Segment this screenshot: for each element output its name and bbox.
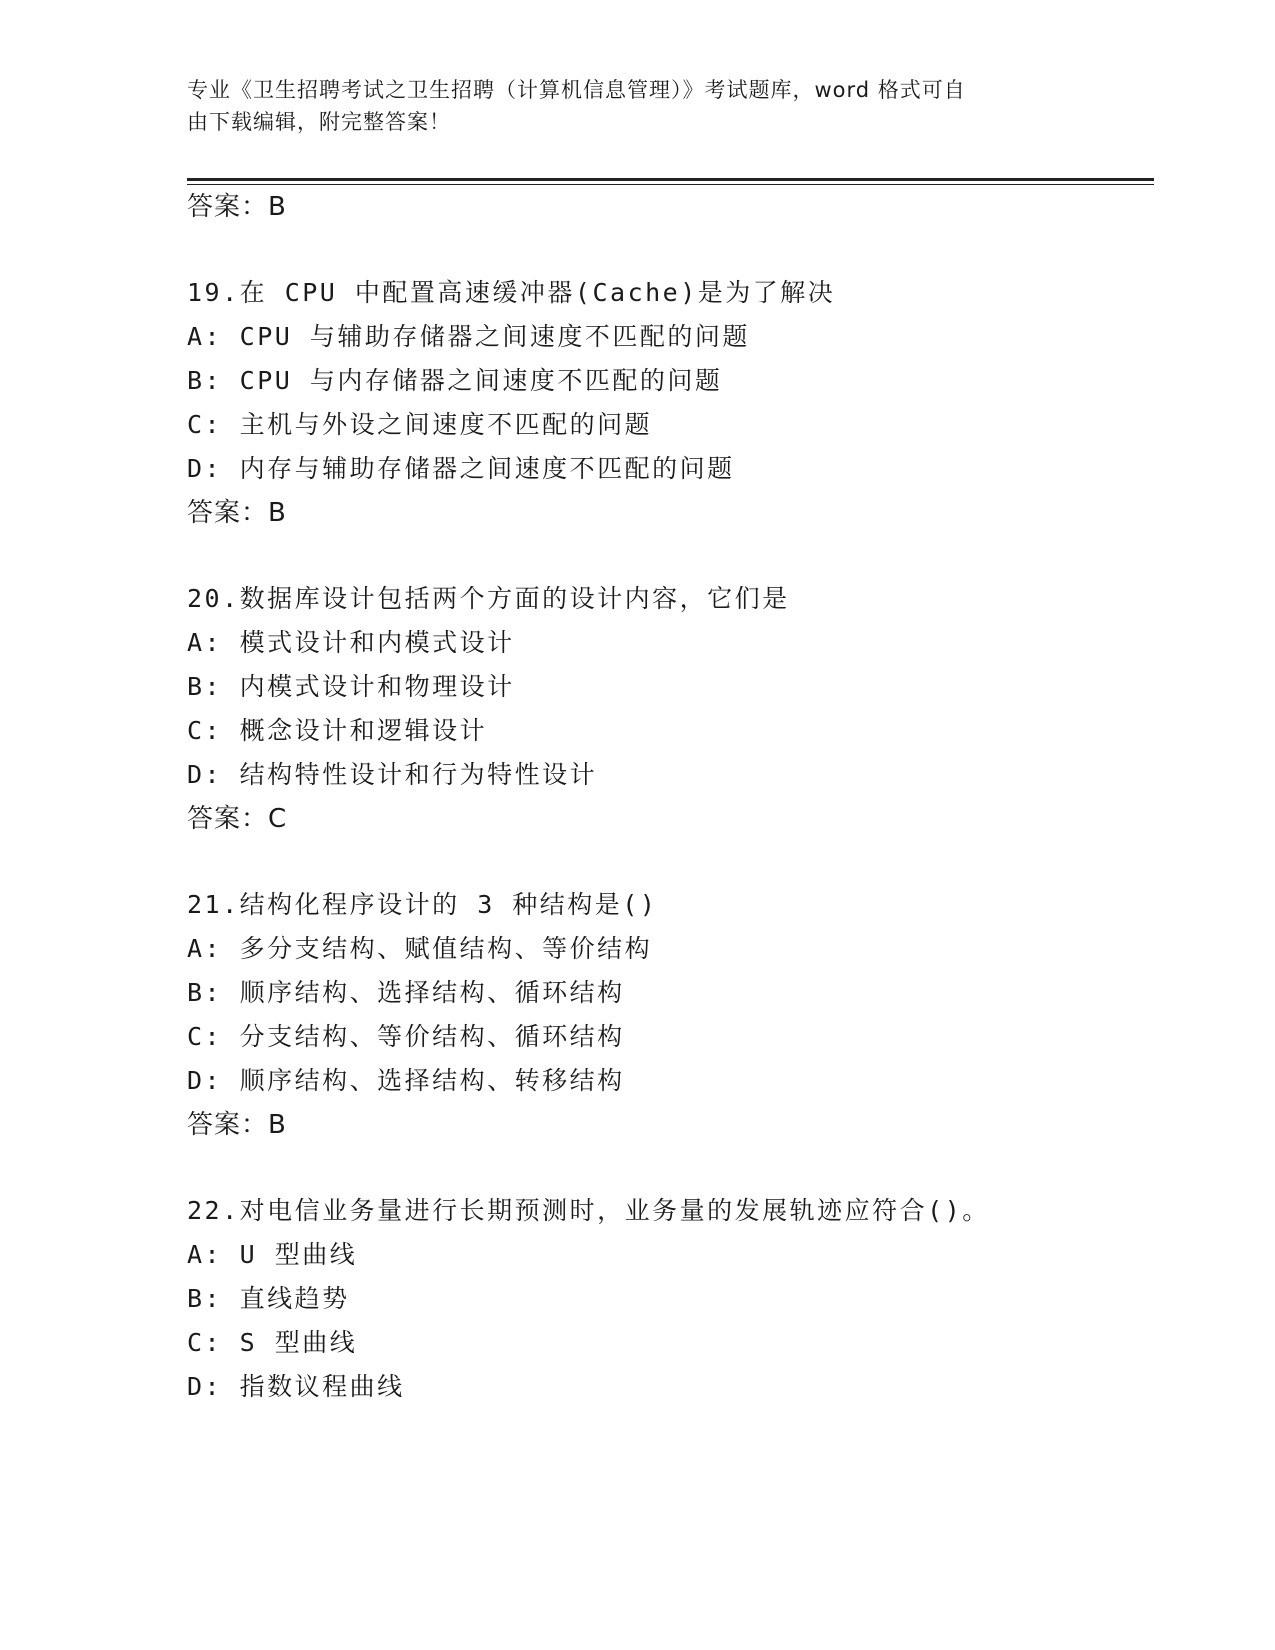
question-20-stem: 20.数据库设计包括两个方面的设计内容，它们是 <box>187 584 790 613</box>
question-19-stem: 19.在 CPU 中配置高速缓冲器(Cache)是为了解决 <box>187 278 836 307</box>
question-20-option-d: D: 结构特性设计和行为特性设计 <box>187 760 598 789</box>
question-22-option-d: D: 指数议程曲线 <box>187 1372 405 1401</box>
question-21-option-a: A: 多分支结构、赋值结构、等价结构 <box>187 934 653 963</box>
document-header <box>187 74 1087 138</box>
header-line-1: 专业《卫生招聘考试之卫生招聘（计算机信息管理）》考试题库，word 格式可自 <box>187 78 966 102</box>
question-21-option-d: D: 顺序结构、选择结构、转移结构 <box>187 1066 625 1095</box>
question-19-option-b: B: CPU 与内存储器之间速度不匹配的问题 <box>187 366 723 395</box>
question-20-answer: 答案：C <box>187 804 288 834</box>
question-19-option-a: A: CPU 与辅助存储器之间速度不匹配的问题 <box>187 322 750 351</box>
question-22-option-a: A: U 型曲线 <box>187 1240 358 1269</box>
question-19-option-d: D: 内存与辅助存储器之间速度不匹配的问题 <box>187 454 735 483</box>
question-22-option-b: B: 直线趋势 <box>187 1284 350 1313</box>
question-21-option-b: B: 顺序结构、选择结构、循环结构 <box>187 978 625 1007</box>
question-21-option-c: C: 分支结构、等价结构、循环结构 <box>187 1022 625 1051</box>
question-20-option-b: B: 内模式设计和物理设计 <box>187 672 515 701</box>
header-divider-thick <box>187 178 1154 181</box>
question-19-option-c: C: 主机与外设之间速度不匹配的问题 <box>187 410 653 439</box>
previous-answer: 答案：B <box>187 192 287 222</box>
question-22-option-c: C: S 型曲线 <box>187 1328 358 1357</box>
question-21-stem: 21.结构化程序设计的 3 种结构是() <box>187 890 658 919</box>
question-21-answer: 答案：B <box>187 1110 287 1140</box>
header-line-2: 由下载编辑，附完整答案！ <box>187 110 451 134</box>
header-divider-thin <box>187 184 1154 185</box>
question-19-answer: 答案：B <box>187 498 287 528</box>
question-20-option-c: C: 概念设计和逻辑设计 <box>187 716 488 745</box>
question-20-option-a: A: 模式设计和内模式设计 <box>187 628 515 657</box>
question-22-stem: 22.对电信业务量进行长期预测时，业务量的发展轨迹应符合()。 <box>187 1196 990 1225</box>
